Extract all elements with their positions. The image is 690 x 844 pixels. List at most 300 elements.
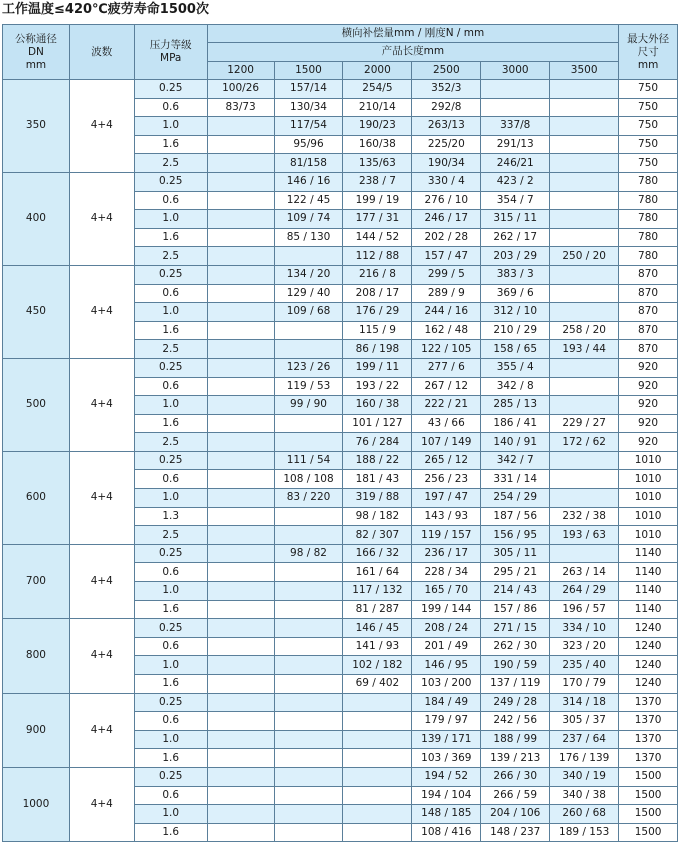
dn-cell: 450: [3, 265, 70, 358]
value-cell: [207, 675, 274, 694]
value-cell: 139 / 171: [412, 730, 481, 749]
table-row: [3, 80, 678, 99]
value-cell: 83/73: [207, 98, 274, 117]
od-cell: 1140: [619, 600, 678, 619]
value-cell: 238 / 7: [343, 172, 412, 191]
value-cell: 254/5: [343, 80, 412, 99]
value-cell: [550, 303, 619, 322]
od-cell: 750: [619, 98, 678, 117]
od-header-line3: mm: [637, 58, 659, 71]
table-row: [3, 619, 678, 638]
value-cell: [550, 284, 619, 303]
pressure-cell: 1.0: [134, 117, 207, 136]
od-cell: 1370: [619, 712, 678, 731]
od-header: [619, 25, 678, 80]
length-col-header: 1200: [207, 61, 274, 79]
od-cell: 870: [619, 340, 678, 359]
value-cell: 299 / 5: [412, 265, 481, 284]
dn-cell: 350: [3, 80, 70, 173]
value-cell: [207, 117, 274, 136]
pressure-cell: 1.0: [134, 303, 207, 322]
value-cell: 342 / 7: [481, 451, 550, 470]
value-cell: 254 / 29: [481, 489, 550, 508]
value-cell: 210/14: [343, 98, 412, 117]
value-cell: 201 / 49: [412, 637, 481, 656]
value-cell: 266 / 30: [481, 767, 550, 786]
od-cell: 1370: [619, 693, 678, 712]
value-cell: 157/14: [274, 80, 343, 99]
value-cell: 102 / 182: [343, 656, 412, 675]
value-cell: [343, 730, 412, 749]
value-cell: [550, 210, 619, 229]
od-cell: 870: [619, 303, 678, 322]
pressure-cell: 0.6: [134, 377, 207, 396]
od-cell: 1370: [619, 730, 678, 749]
value-cell: [207, 433, 274, 452]
value-cell: 109 / 68: [274, 303, 343, 322]
value-cell: [207, 321, 274, 340]
value-cell: [207, 358, 274, 377]
value-cell: [207, 489, 274, 508]
waves-cell: 4+4: [69, 619, 134, 693]
value-cell: 312 / 10: [481, 303, 550, 322]
value-cell: 99 / 90: [274, 396, 343, 415]
dn-cell: 500: [3, 358, 70, 451]
value-cell: [550, 154, 619, 173]
table-row: [3, 767, 678, 786]
value-cell: [207, 172, 274, 191]
length-col-header: 1500: [274, 61, 343, 79]
waves-cell: 4+4: [69, 451, 134, 544]
value-cell: 135/63: [343, 154, 412, 173]
value-cell: 330 / 4: [412, 172, 481, 191]
value-cell: [207, 526, 274, 545]
od-cell: 870: [619, 321, 678, 340]
value-cell: 190/34: [412, 154, 481, 173]
value-cell: [550, 396, 619, 415]
pressure-cell: 0.25: [134, 767, 207, 786]
value-cell: [550, 470, 619, 489]
value-cell: [207, 823, 274, 842]
value-cell: 146 / 16: [274, 172, 343, 191]
value-cell: 81/158: [274, 154, 343, 173]
length-header: 产品长度mm: [207, 43, 618, 61]
dn-cell: 700: [3, 544, 70, 618]
value-cell: 276 / 10: [412, 191, 481, 210]
value-cell: 214 / 43: [481, 582, 550, 601]
value-cell: 235 / 40: [550, 656, 619, 675]
od-cell: 1010: [619, 489, 678, 508]
value-cell: 117/54: [274, 117, 343, 136]
value-cell: [274, 823, 343, 842]
value-cell: [274, 637, 343, 656]
od-cell: 780: [619, 210, 678, 229]
value-cell: 161 / 64: [343, 563, 412, 582]
value-cell: [550, 98, 619, 117]
dn-header-line3: mm: [25, 58, 47, 71]
value-cell: [207, 396, 274, 415]
waves-cell: 4+4: [69, 544, 134, 618]
pressure-cell: 2.5: [134, 340, 207, 359]
table-body: [3, 25, 678, 842]
value-cell: 354 / 7: [481, 191, 550, 210]
od-cell: 920: [619, 377, 678, 396]
value-cell: 258 / 20: [550, 321, 619, 340]
value-cell: 95/96: [274, 135, 343, 154]
value-cell: 355 / 4: [481, 358, 550, 377]
pressure-cell: 1.3: [134, 507, 207, 526]
value-cell: [343, 805, 412, 824]
waves-cell: 4+4: [69, 358, 134, 451]
value-cell: 129 / 40: [274, 284, 343, 303]
value-cell: [274, 749, 343, 768]
value-cell: 109 / 74: [274, 210, 343, 229]
value-cell: 186 / 41: [481, 414, 550, 433]
od-cell: 1500: [619, 823, 678, 842]
value-cell: 264 / 29: [550, 582, 619, 601]
pressure-cell: 0.6: [134, 712, 207, 731]
value-cell: [207, 303, 274, 322]
value-cell: [274, 321, 343, 340]
value-cell: 305 / 37: [550, 712, 619, 731]
value-cell: 86 / 198: [343, 340, 412, 359]
value-cell: 199 / 144: [412, 600, 481, 619]
value-cell: 383 / 3: [481, 265, 550, 284]
value-cell: 179 / 97: [412, 712, 481, 731]
value-cell: 146 / 95: [412, 656, 481, 675]
waves-cell: 4+4: [69, 80, 134, 173]
value-cell: [207, 637, 274, 656]
od-cell: 1500: [619, 805, 678, 824]
pressure-cell: 0.6: [134, 284, 207, 303]
value-cell: 292/8: [412, 98, 481, 117]
value-cell: 262 / 17: [481, 228, 550, 247]
od-cell: 870: [619, 265, 678, 284]
value-cell: [343, 767, 412, 786]
value-cell: 246 / 17: [412, 210, 481, 229]
value-cell: [207, 210, 274, 229]
value-cell: [550, 377, 619, 396]
pressure-cell: 0.25: [134, 619, 207, 638]
value-cell: 100/26: [207, 80, 274, 99]
dn-header: [3, 25, 70, 80]
od-cell: 1240: [619, 675, 678, 694]
value-cell: 130/34: [274, 98, 343, 117]
value-cell: [274, 805, 343, 824]
pressure-cell: 1.6: [134, 823, 207, 842]
od-cell: 1010: [619, 507, 678, 526]
value-cell: 188 / 22: [343, 451, 412, 470]
value-cell: 143 / 93: [412, 507, 481, 526]
value-cell: 193 / 22: [343, 377, 412, 396]
value-cell: 305 / 11: [481, 544, 550, 563]
od-cell: 1140: [619, 563, 678, 582]
od-cell: 1240: [619, 637, 678, 656]
value-cell: 204 / 106: [481, 805, 550, 824]
value-cell: [207, 265, 274, 284]
value-cell: [343, 712, 412, 731]
od-cell: 750: [619, 80, 678, 99]
value-cell: [274, 767, 343, 786]
value-cell: 123 / 26: [274, 358, 343, 377]
value-cell: 295 / 21: [481, 563, 550, 582]
value-cell: [550, 228, 619, 247]
value-cell: 266 / 59: [481, 786, 550, 805]
pressure-cell: 0.6: [134, 786, 207, 805]
value-cell: 107 / 149: [412, 433, 481, 452]
dn-cell: 400: [3, 172, 70, 265]
value-cell: [274, 786, 343, 805]
pressure-cell: 2.5: [134, 247, 207, 266]
value-cell: 172 / 62: [550, 433, 619, 452]
value-cell: 141 / 93: [343, 637, 412, 656]
pressure-cell: 1.6: [134, 675, 207, 694]
value-cell: [207, 619, 274, 638]
waves-header: 波数: [69, 25, 134, 80]
value-cell: [550, 489, 619, 508]
pressure-cell: 0.25: [134, 80, 207, 99]
pressure-cell: 1.0: [134, 396, 207, 415]
value-cell: 423 / 2: [481, 172, 550, 191]
pressure-cell: 1.0: [134, 582, 207, 601]
waves-cell: 4+4: [69, 693, 134, 767]
value-cell: 137 / 119: [481, 675, 550, 694]
value-cell: [207, 712, 274, 731]
value-cell: 263 / 14: [550, 563, 619, 582]
od-cell: 750: [619, 154, 678, 173]
table-row: [3, 693, 678, 712]
value-cell: 249 / 28: [481, 693, 550, 712]
value-cell: [207, 414, 274, 433]
value-cell: 197 / 47: [412, 489, 481, 508]
value-cell: 148 / 185: [412, 805, 481, 824]
pressure-header-line2: MPa: [160, 52, 182, 64]
value-cell: 244 / 16: [412, 303, 481, 322]
pressure-cell: 2.5: [134, 154, 207, 173]
pressure-cell: 1.6: [134, 600, 207, 619]
pressure-cell: 0.6: [134, 191, 207, 210]
pressure-cell: 0.25: [134, 693, 207, 712]
value-cell: [343, 786, 412, 805]
spec-table: [2, 24, 678, 842]
od-cell: 750: [619, 135, 678, 154]
value-cell: [274, 675, 343, 694]
value-cell: [274, 507, 343, 526]
table-row: [3, 544, 678, 563]
value-cell: 69 / 402: [343, 675, 412, 694]
value-cell: 315 / 11: [481, 210, 550, 229]
od-cell: 870: [619, 284, 678, 303]
value-cell: 246/21: [481, 154, 550, 173]
value-cell: 193 / 44: [550, 340, 619, 359]
value-cell: 202 / 28: [412, 228, 481, 247]
value-cell: [207, 191, 274, 210]
value-cell: 262 / 30: [481, 637, 550, 656]
value-cell: [207, 507, 274, 526]
value-cell: [343, 749, 412, 768]
value-cell: 236 / 17: [412, 544, 481, 563]
pressure-cell: 0.6: [134, 470, 207, 489]
value-cell: 83 / 220: [274, 489, 343, 508]
od-header-line2: 尺寸: [637, 45, 659, 58]
value-cell: 176 / 139: [550, 749, 619, 768]
od-cell: 780: [619, 172, 678, 191]
value-cell: 160/38: [343, 135, 412, 154]
value-cell: 108 / 108: [274, 470, 343, 489]
value-cell: [481, 80, 550, 99]
value-cell: 177 / 31: [343, 210, 412, 229]
value-cell: 156 / 95: [481, 526, 550, 545]
pressure-cell: 1.6: [134, 321, 207, 340]
value-cell: 314 / 18: [550, 693, 619, 712]
value-cell: 267 / 12: [412, 377, 481, 396]
value-cell: 196 / 57: [550, 600, 619, 619]
value-cell: 160 / 38: [343, 396, 412, 415]
value-cell: 323 / 20: [550, 637, 619, 656]
value-cell: [550, 358, 619, 377]
value-cell: [550, 117, 619, 136]
table-row: [3, 265, 678, 284]
value-cell: 181 / 43: [343, 470, 412, 489]
value-cell: 250 / 20: [550, 247, 619, 266]
value-cell: 331 / 14: [481, 470, 550, 489]
value-cell: [207, 563, 274, 582]
value-cell: 122 / 105: [412, 340, 481, 359]
value-cell: 146 / 45: [343, 619, 412, 638]
value-cell: [550, 265, 619, 284]
value-cell: [207, 247, 274, 266]
value-cell: 193 / 63: [550, 526, 619, 545]
value-cell: 271 / 15: [481, 619, 550, 638]
value-cell: 119 / 53: [274, 377, 343, 396]
value-cell: [207, 135, 274, 154]
value-cell: [550, 544, 619, 563]
value-cell: 148 / 237: [481, 823, 550, 842]
table-row: [3, 172, 678, 191]
value-cell: 166 / 32: [343, 544, 412, 563]
od-cell: 1240: [619, 656, 678, 675]
value-cell: 187 / 56: [481, 507, 550, 526]
value-cell: 340 / 19: [550, 767, 619, 786]
value-cell: 340 / 38: [550, 786, 619, 805]
pressure-cell: 1.6: [134, 135, 207, 154]
value-cell: [207, 805, 274, 824]
pressure-cell: 1.6: [134, 749, 207, 768]
value-cell: [274, 730, 343, 749]
value-cell: 194 / 52: [412, 767, 481, 786]
value-cell: [207, 693, 274, 712]
pressure-header-line1: 压力等级: [149, 39, 192, 51]
value-cell: [207, 228, 274, 247]
value-cell: 98 / 82: [274, 544, 343, 563]
value-cell: [207, 340, 274, 359]
value-cell: 342 / 8: [481, 377, 550, 396]
value-cell: 103 / 369: [412, 749, 481, 768]
value-cell: 289 / 9: [412, 284, 481, 303]
od-cell: 1370: [619, 749, 678, 768]
pressure-cell: 0.6: [134, 98, 207, 117]
value-cell: 43 / 66: [412, 414, 481, 433]
dn-header-line1: 公称通径: [14, 32, 57, 45]
pressure-cell: 1.0: [134, 656, 207, 675]
od-cell: 780: [619, 191, 678, 210]
value-cell: 285 / 13: [481, 396, 550, 415]
value-cell: 176 / 29: [343, 303, 412, 322]
value-cell: [550, 172, 619, 191]
compensation-header: 横向补偿量mm / 刚度N / mm: [207, 25, 618, 43]
value-cell: 117 / 132: [343, 582, 412, 601]
value-cell: 260 / 68: [550, 805, 619, 824]
od-header-line1: 最大外径: [627, 32, 670, 45]
value-cell: 256 / 23: [412, 470, 481, 489]
value-cell: 199 / 11: [343, 358, 412, 377]
value-cell: [207, 767, 274, 786]
value-cell: [274, 247, 343, 266]
dn-cell: 800: [3, 619, 70, 693]
value-cell: 144 / 52: [343, 228, 412, 247]
value-cell: 119 / 157: [412, 526, 481, 545]
value-cell: 203 / 29: [481, 247, 550, 266]
value-cell: [207, 470, 274, 489]
value-cell: 210 / 29: [481, 321, 550, 340]
value-cell: 277 / 6: [412, 358, 481, 377]
pressure-cell: 0.6: [134, 563, 207, 582]
value-cell: 216 / 8: [343, 265, 412, 284]
value-cell: 194 / 104: [412, 786, 481, 805]
dn-cell: 600: [3, 451, 70, 544]
value-cell: 157 / 47: [412, 247, 481, 266]
value-cell: 334 / 10: [550, 619, 619, 638]
value-cell: [274, 656, 343, 675]
od-cell: 750: [619, 117, 678, 136]
od-cell: 1240: [619, 619, 678, 638]
od-cell: 1140: [619, 582, 678, 601]
value-cell: 157 / 86: [481, 600, 550, 619]
value-cell: 232 / 38: [550, 507, 619, 526]
value-cell: 208 / 24: [412, 619, 481, 638]
value-cell: [274, 526, 343, 545]
dn-header-line2: DN: [27, 45, 44, 58]
od-cell: 1010: [619, 526, 678, 545]
length-col-header: 2500: [412, 61, 481, 79]
value-cell: 139 / 213: [481, 749, 550, 768]
pressure-cell: 1.0: [134, 730, 207, 749]
pressure-cell: 0.25: [134, 544, 207, 563]
value-cell: [207, 582, 274, 601]
table-row: [3, 358, 678, 377]
value-cell: 162 / 48: [412, 321, 481, 340]
value-cell: 140 / 91: [481, 433, 550, 452]
pressure-cell: 0.25: [134, 265, 207, 284]
value-cell: 81 / 287: [343, 600, 412, 619]
value-cell: 82 / 307: [343, 526, 412, 545]
value-cell: 188 / 99: [481, 730, 550, 749]
pressure-cell: 2.5: [134, 526, 207, 545]
value-cell: [207, 284, 274, 303]
pressure-cell: 0.25: [134, 451, 207, 470]
value-cell: 134 / 20: [274, 265, 343, 284]
value-cell: 190 / 59: [481, 656, 550, 675]
value-cell: 108 / 416: [412, 823, 481, 842]
value-cell: 229 / 27: [550, 414, 619, 433]
value-cell: [550, 191, 619, 210]
od-cell: 1010: [619, 451, 678, 470]
od-cell: 920: [619, 414, 678, 433]
od-cell: 1140: [619, 544, 678, 563]
value-cell: 337/8: [481, 117, 550, 136]
od-cell: 780: [619, 247, 678, 266]
od-cell: 920: [619, 433, 678, 452]
